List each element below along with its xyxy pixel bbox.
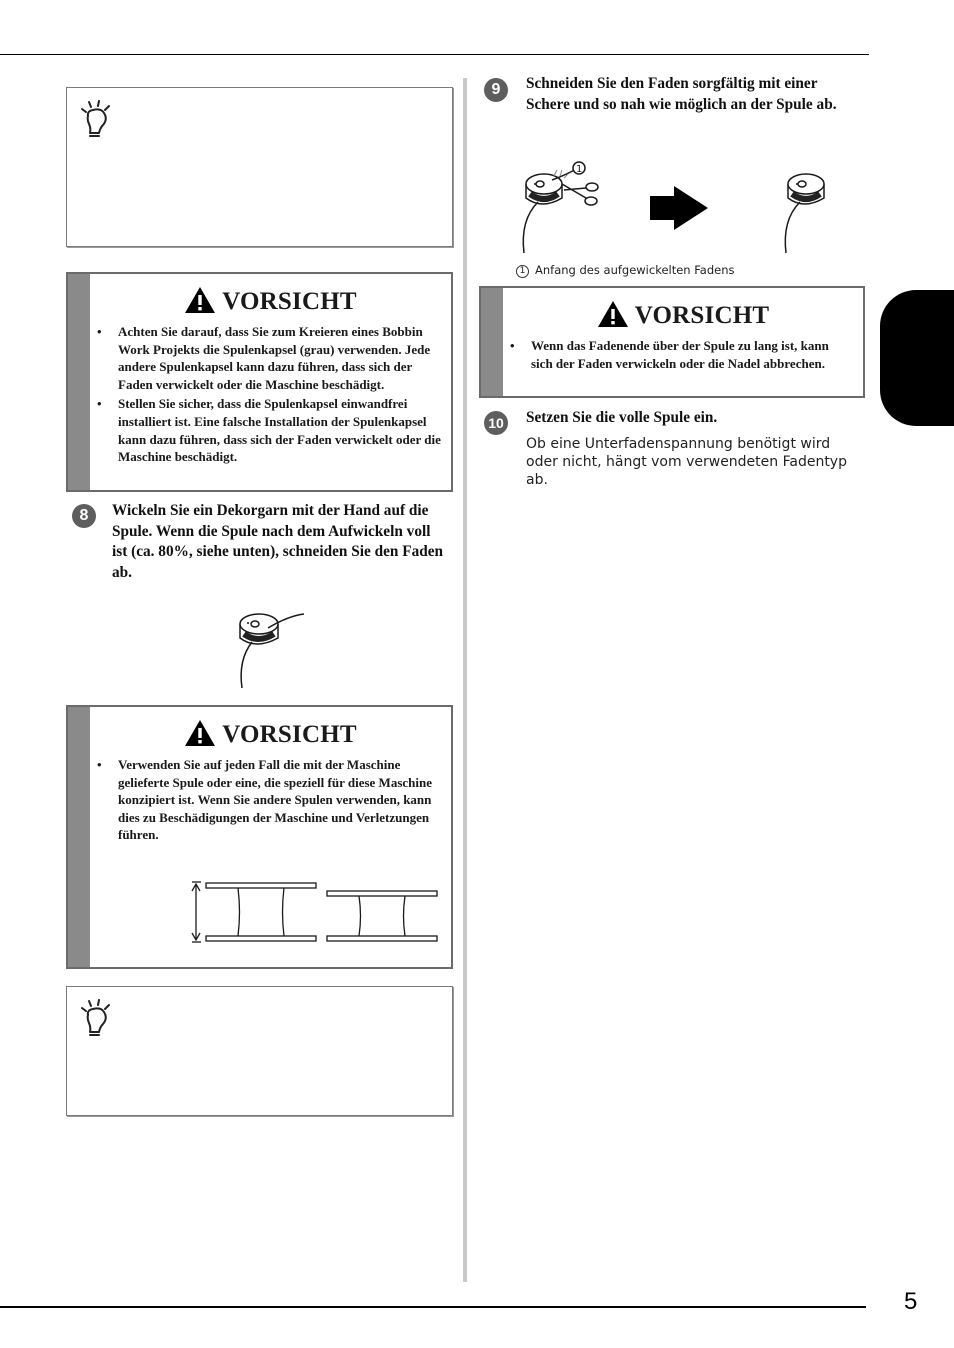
step-badge: 8 [72,504,96,528]
column-divider [463,78,467,1282]
caution-label: VORSICHT [222,288,357,315]
caution-side-bar [481,288,503,396]
caution-side-bar [68,707,90,967]
step-badge: 9 [484,78,508,102]
note-box [66,986,453,1116]
step-title: Schneiden Sie den Faden sorgfältig mit einer Schere und so nah wie möglich an der Spule ab. [526,75,837,113]
figure-callout [516,263,735,278]
step-body: Ob eine Unterfadenspannung benötigt wird oder nicht, hängt vom verwendeten Fadentyp ab. [526,436,847,488]
full-bobbin-illustration [228,610,310,692]
caution-list [97,756,445,844]
warning-triangle-icon [184,719,216,747]
warning-triangle-icon [184,286,216,314]
thread-cutting-illustration [512,158,832,256]
step-title: Setzen Sie die volle Spule ein. [526,409,718,426]
caution-label: VORSICHT [634,302,770,329]
caution-side-bar [68,274,90,490]
caution-box [66,705,453,969]
chapter-tab [880,290,954,426]
step-badge: 10 [484,411,508,435]
warning-triangle-icon [597,300,629,328]
caution-heading [90,719,451,749]
caution-heading [90,286,451,316]
callout-number: 1 [516,265,529,278]
caution-box [479,286,865,398]
note-icon [79,999,113,1037]
callout-number: 1 [576,164,583,175]
caution-item: • Achten Sie darauf, dass Sie zum Kreieren eines Bobbin Work Projekts die Spulenkapsel (grau) verwenden. Jede andere Spulenkapsel kann dazu führen, dass sich der Faden verwickelt oder die Maschine beschädigt. [97,323,445,393]
caution-heading [503,300,863,330]
caution-label: VORSICHT [222,721,357,748]
note-box [66,87,453,247]
caution-box [66,272,453,492]
header-rule [0,54,869,55]
step-title: Wickeln Sie ein Dekorgarn mit der Hand auf die Spule. Wenn die Spule nach dem Aufwickeln voll ist (ca. 80%, siehe unten), schneiden Sie den Faden ab. [112,502,444,581]
callout-text: Anfang des aufgewickelten Fadens [535,263,735,277]
bobbin-size-diagram [183,879,443,949]
caution-item: • Wenn das Fadenende über der Spule zu lang ist, kann sich der Faden verwickeln oder die Nadel abbrechen. [510,337,850,372]
note-icon [79,100,113,138]
caution-list [510,337,850,372]
caution-item: • Stellen Sie sicher, dass die Spulenkapsel einwandfrei installiert ist. Eine falsche Installation der Spulenkapsel kann dazu führen, dass sich der Faden verwickelt oder die Maschine beschädigt. [97,395,445,465]
caution-item: • Verwenden Sie auf jeden Fall die mit der Maschine gelieferte Spule oder eine, die speziell für diese Maschine konzipiert ist. Wenn Sie andere Spulen verwenden, kann dies zu Beschädigungen der Maschine und Verletzungen führen. [97,756,445,844]
footer-rule [0,1306,866,1308]
page-number: 5 [904,1288,918,1315]
caution-list [97,323,445,466]
